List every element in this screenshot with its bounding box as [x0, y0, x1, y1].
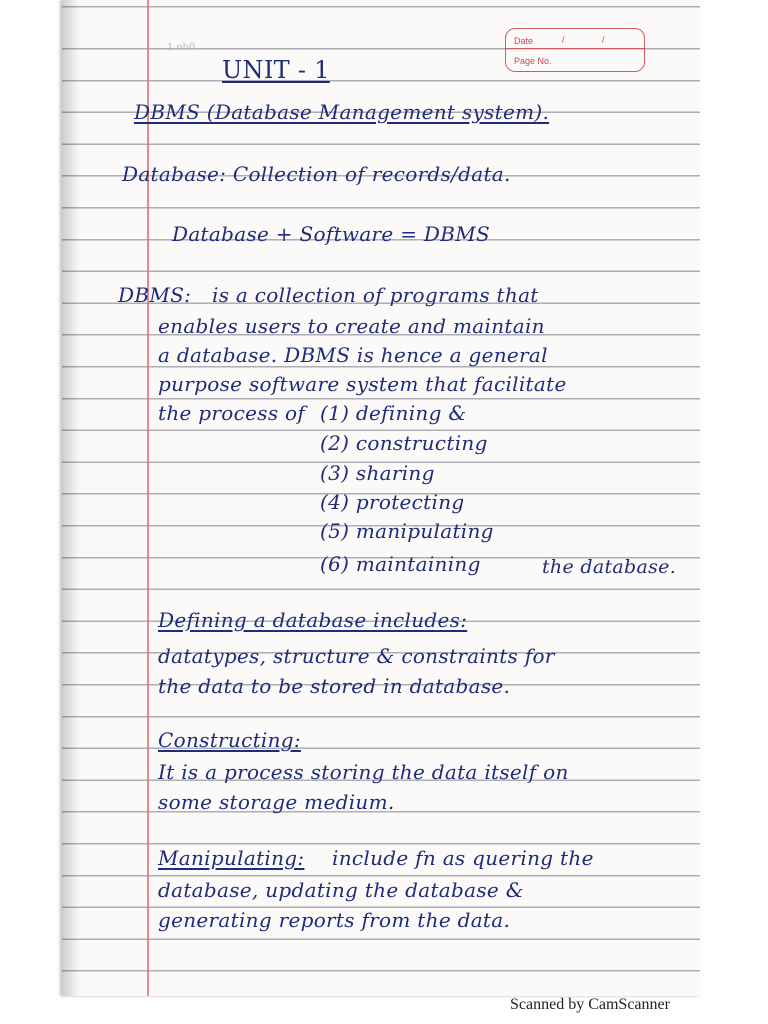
notebook-page — [62, 0, 700, 996]
process-list-item: (3) sharing — [320, 461, 435, 485]
dbms-def-line-5: the process of — [158, 401, 306, 425]
date-label: Date — [514, 36, 534, 46]
process-list-item: (5) manipulating — [320, 519, 494, 543]
manipulating-line-1: include fn as quering the — [332, 846, 594, 870]
manipulating-heading: Manipulating: — [158, 846, 305, 870]
dbms-heading: DBMS (Database Management system). — [134, 100, 550, 124]
defining-line-2: the data to be stored in database. — [158, 674, 511, 698]
process-list-tail: the database. — [542, 556, 677, 578]
dbms-def-line-3: a database. DBMS is hence a general — [158, 343, 548, 367]
faint-corner-text: 1 ob0 — [167, 42, 196, 53]
defining-heading: Defining a database includes: — [158, 608, 468, 632]
margin-line — [147, 0, 149, 996]
date-slash-2: / — [602, 35, 605, 45]
date-slash-1: / — [562, 35, 565, 45]
dbms-label: DBMS: — [118, 283, 192, 307]
process-list-item: (6) maintaining — [320, 552, 481, 576]
manipulating-line-3: generating reports from the data. — [158, 908, 511, 932]
dbms-def-line-4: purpose software system that facilitate — [158, 372, 567, 396]
manipulating-line-2: database, updating the database & — [158, 878, 524, 902]
process-list-item: (1) defining & — [320, 401, 467, 425]
process-list-item: (2) constructing — [320, 431, 488, 455]
scanner-watermark: Scanned by CamScanner — [510, 996, 670, 1013]
page-no-label: Page No. — [514, 56, 552, 66]
dbms-def-line-1: is a collection of programs that — [212, 283, 539, 307]
page-title: UNIT - 1 — [222, 56, 330, 84]
constructing-line-1: It is a process storing the data itself on — [158, 760, 569, 784]
database-definition: Database: Collection of records/data. — [122, 162, 511, 186]
process-list-item: (4) protecting — [320, 490, 465, 514]
defining-line-1: datatypes, structure & constraints for — [158, 644, 555, 668]
dbms-equation: Database + Software = DBMS — [172, 222, 491, 246]
constructing-line-2: some storage medium. — [158, 790, 395, 814]
dbms-def-line-2: enables users to create and maintain — [158, 314, 545, 338]
date-page-box — [505, 28, 645, 72]
constructing-heading: Constructing: — [158, 728, 301, 752]
